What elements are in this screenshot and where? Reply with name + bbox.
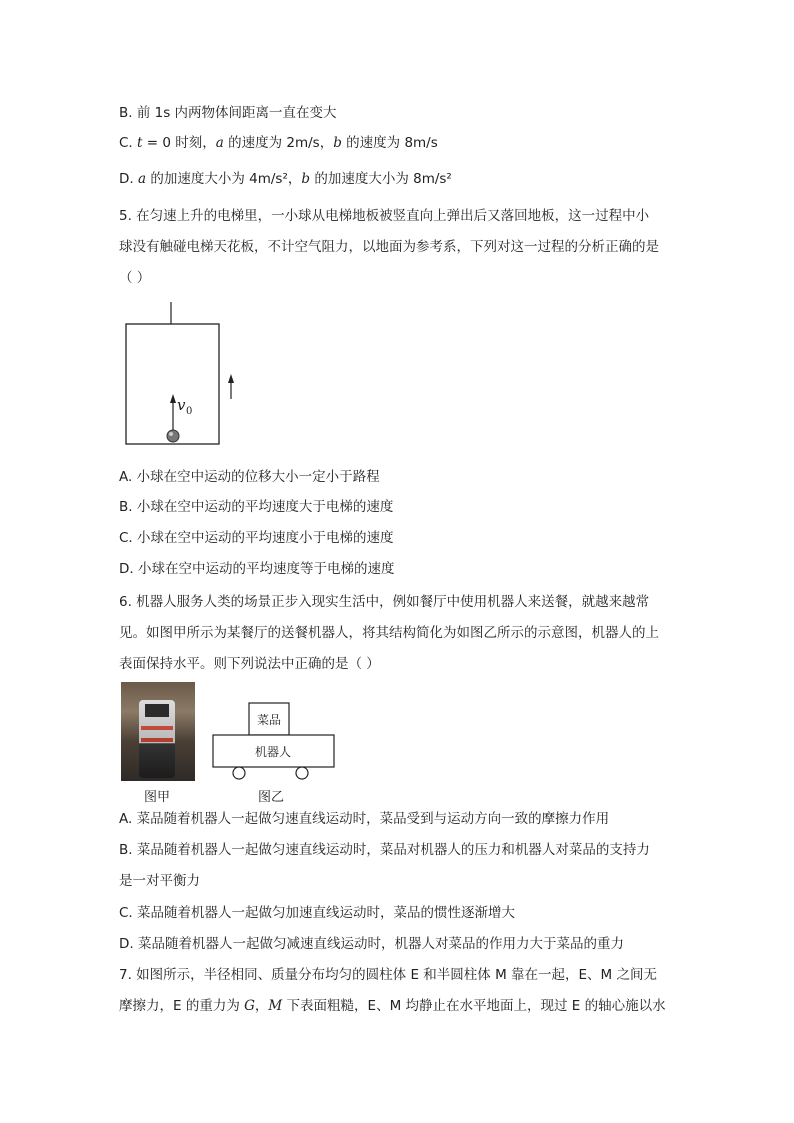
q5-option-a: A. 小球在空中运动的位移大小一定小于路程 <box>119 469 380 485</box>
right-wheel <box>296 767 308 779</box>
q4-option-c-var-a: a <box>215 135 224 151</box>
velocity-subscript: 0 <box>186 406 193 417</box>
robot-photo <box>121 682 195 781</box>
q6-stem-line1: 6. 机器人服务人类的场景正步入现实生活中，例如餐厅中使用机器人来送餐，就越来越常 <box>119 594 650 610</box>
q7-stem-line1: 7. 如图所示，半径相同、质量分布均匀的圆柱体 E 和半圆柱体 M 靠在一起，E、M 之间无 <box>119 967 657 983</box>
q4-option-c <box>119 133 679 153</box>
q7-line2-post: 下表面粗糙，E、M 均静止在水平地面上，现过 E 的轴心施以水 <box>282 998 666 1014</box>
velocity-arrowhead <box>170 394 176 403</box>
dish-label: 菜品 <box>256 713 282 727</box>
elevator-figure <box>118 296 248 448</box>
robot-diagram <box>210 700 340 784</box>
q7-stem-line2 <box>119 996 679 1016</box>
q6-stem-line2: 见。如图甲所示为某餐厅的送餐机器人，将其结构简化为如图乙所示的示意图，机器人的上 <box>119 625 659 641</box>
robot-photo-screen <box>145 704 169 717</box>
q6-option-b-line1: B. 菜品随着机器人一起做匀速直线运动时，菜品对机器人的压力和机器人对菜品的支持力 <box>119 842 650 858</box>
q4-option-d-prefix: D. <box>119 171 138 187</box>
q7-line2-pre: 摩擦力，E 的重力为 <box>119 998 245 1014</box>
q7-var-m: M <box>268 998 283 1014</box>
q4-option-c-var-t: t <box>137 135 143 151</box>
q6-stem-line3: 表面保持水平。则下列说法中正确的是（ ） <box>119 656 380 672</box>
left-wheel <box>233 767 245 779</box>
q6-option-b-line2: 是一对平衡力 <box>119 873 200 889</box>
elevator-motion-arrowhead <box>228 374 234 383</box>
ball-highlight <box>169 432 173 436</box>
q4-option-b: B. 前 1s 内两物体间距离一直在变大 <box>119 105 337 121</box>
caption-figure-b: 图乙 <box>258 790 285 805</box>
q6-option-c: C. 菜品随着机器人一起做匀加速直线运动时，菜品的惯性逐渐增大 <box>119 905 516 921</box>
robot-photo-tray-lower <box>141 738 173 742</box>
q5-stem-line3: （ ） <box>119 270 151 286</box>
caption-figure-a: 图甲 <box>144 790 171 805</box>
q4-option-c-prefix: C. <box>119 135 138 151</box>
q5-stem-line1: 5. 在匀速上升的电梯里，一小球从电梯地板被竖直向上弹出后又落回地板，这一过程中小 <box>119 208 650 224</box>
q4-option-c-var-b: b <box>333 135 342 151</box>
q4-option-d-end: 的加速度大小为 8m/s² <box>310 171 452 187</box>
q4-option-d-mid: 的加速度大小为 4m/s²， <box>146 171 302 187</box>
q5-option-d: D. 小球在空中运动的平均速度等于电梯的速度 <box>119 561 395 577</box>
robot-label: 机器人 <box>254 745 292 759</box>
q6-option-a: A. 菜品随着机器人一起做匀速直线运动时，菜品受到与运动方向一致的摩擦力作用 <box>119 811 610 827</box>
robot-photo-tray <box>141 726 173 730</box>
q4-option-c-end: 的速度为 8m/s <box>341 135 438 151</box>
q5-option-b: B. 小球在空中运动的平均速度大于电梯的速度 <box>119 499 394 515</box>
q4-option-c-mid: 的速度为 2m/s， <box>223 135 334 151</box>
q4-option-d <box>119 169 679 189</box>
q5-option-c: C. 小球在空中运动的平均速度小于电梯的速度 <box>119 530 394 546</box>
q6-option-d: D. 菜品随着机器人一起做匀减速直线运动时，机器人对菜品的作用力大于菜品的重力 <box>119 936 624 952</box>
q7-comma: ， <box>254 998 269 1014</box>
ball <box>167 430 179 442</box>
q4-option-d-var-a: a <box>137 171 147 187</box>
q5-stem-line2: 球没有触碰电梯天花板，不计空气阻力，以地面为参考系，下列对这一过程的分析正确的是 <box>119 239 659 255</box>
q4-option-d-var-b: b <box>301 171 311 187</box>
velocity-label: v <box>177 396 186 414</box>
q7-var-g: G <box>244 998 255 1014</box>
q4-option-c-teq: = 0 时刻， <box>142 135 216 151</box>
